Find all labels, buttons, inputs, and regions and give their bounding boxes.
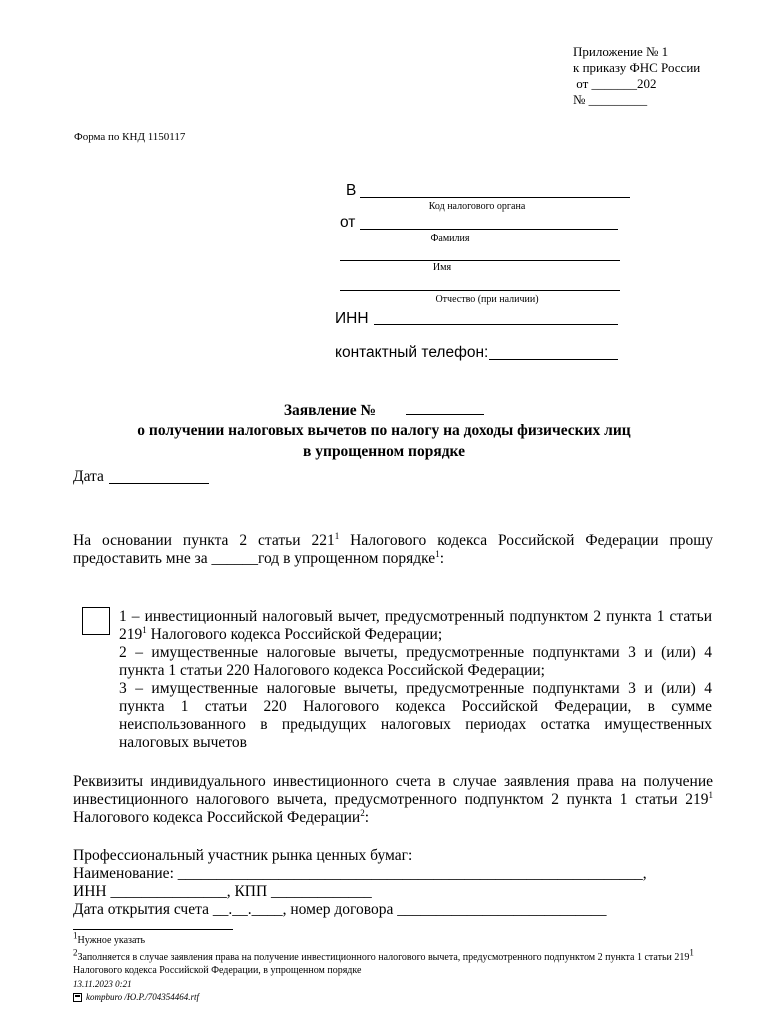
file-path: kompburo /Ю.Р./704354464.rtf [86,992,200,1002]
footnote-1-text: Нужное указать [77,935,146,946]
tax-office-caption: Код налогового органа [428,201,526,212]
footnote-ref: 1 [334,530,340,541]
iis-paragraph [73,773,713,827]
intro-text-3: : [439,550,444,567]
option-1-text-end: Налогового кодекса Российской Федерации; [146,626,443,643]
deduction-type-checkbox[interactable] [82,607,110,635]
inn-label: ИНН [335,310,369,327]
file-info [73,992,199,1002]
broker-block [73,847,713,919]
intro-text-2: Налогового кодекса Российской Федерации прошу предоставить мне за ______год в упрощенном порядке [73,532,713,567]
footnote-ref: 1 [142,624,147,635]
footnote-ref: 2 [360,807,365,818]
footnote-ref: 1 [689,947,694,958]
footnote-mark: 2 [73,947,78,958]
date-field[interactable] [109,483,209,484]
date-label: Дата [73,468,104,485]
title-line-1 [0,399,768,421]
footnote-ref: 1 [708,789,713,800]
name-caption: Имя [432,262,452,273]
iis-text-1: Реквизиты индивидуального инвестиционного счета в случае заявления права на получение инвестиционного налогового вычета, предусмотренного подпунктом 2 пункта 1 статьи 219 [73,773,713,808]
broker-account-row: Дата открытия счета __.__.____, номер договора ___________________________ [73,901,607,918]
footnote-1 [73,930,146,947]
footnote-ref: 1 [435,548,440,559]
iis-text-3: : [364,809,370,826]
option-1-text: 1 – инвестиционный налоговый вычет, предусмотренный подпунктом 2 пункта 1 статьи 219 [119,608,712,643]
phone-label: контактный телефон: [335,344,489,361]
print-date: 13.11.2023 0:21 [73,979,132,989]
appendix-line-2: к приказу ФНС России [573,60,701,75]
surname-caption: Фамилия [430,233,470,244]
surname-field[interactable] [360,229,618,230]
title-line-2: о получении налоговых вычетов по налогу на доходы физических лиц [137,422,631,439]
footnote-2 [73,947,723,977]
to-prefix: В [346,182,357,199]
appendix-line-4: № _________ [573,92,648,107]
statement-number-field[interactable] [406,399,484,415]
appendix-line-1: Приложение № 1 [573,44,669,59]
intro-paragraph [73,532,713,568]
deduction-options [119,608,712,752]
tax-office-field[interactable] [360,197,630,198]
form-code: Форма по КНД 1150117 [74,131,186,143]
appendix-block [573,44,700,108]
title-statement-label: Заявление № [283,402,377,419]
option-3: 3 – имущественные налоговые вычеты, предусмотренные подпунктами 3 и (или) 4 пункта 1 статьи 220 Налогового кодекса Российской Федерации, в сумме неиспользованного в предыдущих налоговых периодах остатка имущественных налоговых вычетов [119,680,712,751]
iis-text-2: Налогового кодекса Российской Федерации [73,809,361,826]
footnote-mark: 1 [73,930,78,941]
footnote-2-text: Заполняется в случае заявления права на получение инвестиционного налогового вычета, предусмотренного подпунктом 2 пункта 1 статьи 219 [77,952,690,963]
option-1 [119,608,712,644]
patronymic-field[interactable] [340,290,620,291]
broker-inn-kpp-row: ИНН _______________, КПП _____________ [73,883,372,900]
inn-field[interactable] [374,324,618,325]
phone-field[interactable] [489,359,618,360]
title-line-3: в упрощенном порядке [303,443,465,460]
footnote-separator [73,929,233,930]
patronymic-caption: Отчество (при наличии) [435,294,539,305]
from-prefix: от [340,214,356,231]
footnote-2-text-end: Налогового кодекса Российской Федерации, в упрощенном порядке [73,965,362,976]
broker-name-row: Наименование: ____________________________________________________________, [73,865,647,882]
option-2: 2 – имущественные налоговые вычеты, предусмотренные подпунктами 3 и (или) 4 пункта 1 статьи 220 Налогового кодекса Российской Федерации; [119,644,712,679]
broker-heading: Профессиональный участник рынка ценных бумаг: [73,847,413,864]
appendix-line-3: от _______202 [573,76,657,91]
name-field[interactable] [340,260,620,261]
disk-icon [73,993,82,1002]
intro-text-1: На основании пункта 2 статьи 221 [73,532,335,549]
